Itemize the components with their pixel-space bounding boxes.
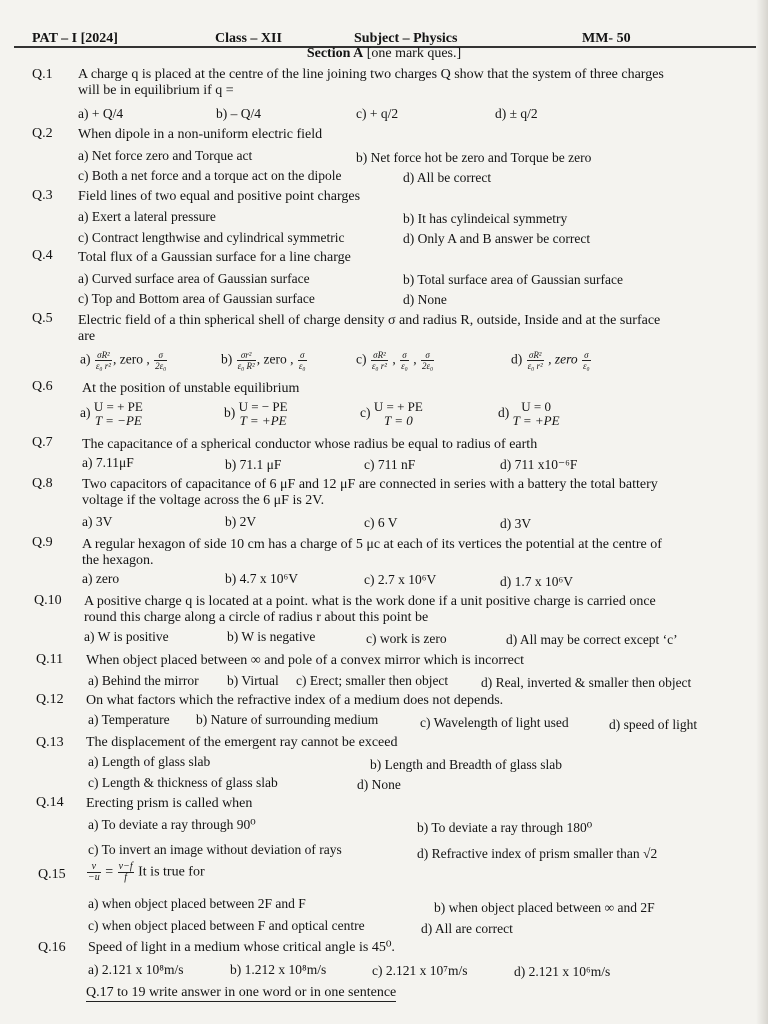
fraction: [118, 862, 134, 883]
option-a: a) Length of glass slab: [88, 754, 211, 769]
option-letter: b): [221, 351, 233, 367]
option-d: d) 1.7 x 10⁶V: [500, 574, 573, 589]
question-number: Q.10: [34, 593, 62, 608]
question-text: When dipole in a non-uniform electric field: [78, 127, 323, 142]
option-c: c) 2.121 x 10⁷m/s: [372, 963, 468, 978]
question-number: Q.9: [32, 535, 53, 550]
question-text: [84, 594, 656, 626]
equation-line: U = − PE: [238, 399, 288, 414]
fraction: [400, 350, 409, 371]
question-number: Q.6: [32, 379, 53, 394]
option-a: a) Net force zero and Torque act: [78, 148, 253, 163]
question-number: Q.1: [32, 67, 53, 82]
option-d: d) None: [403, 292, 447, 307]
option-c: c) Erect; smaller then object: [296, 673, 449, 688]
question-text: [78, 67, 664, 99]
question-text: Total flux of a Gaussian surface for a line charge: [78, 250, 351, 265]
option-c: c) 6 V: [364, 515, 398, 530]
section-heading: [0, 46, 768, 62]
fraction: [527, 350, 544, 371]
option-c: c) Both a net force and a torque act on the dipole: [78, 168, 342, 183]
option-d: d) ± q/2: [495, 106, 538, 121]
equation-stack: [374, 400, 423, 428]
subject-label: Subject – Physics: [354, 31, 458, 46]
numerator: σR²: [527, 350, 544, 361]
question-number: Q.12: [36, 692, 64, 707]
denominator: −u: [88, 872, 100, 883]
option-b: b) Net force hot be zero and Torque be zero: [356, 150, 592, 165]
option-a: a) + Q/4: [78, 106, 124, 121]
denominator: ε₀: [298, 361, 306, 371]
question-text: Erecting prism is called when: [86, 796, 253, 811]
option-a: a) To deviate a ray through 90⁰: [88, 817, 256, 832]
denominator: 2ε₀: [421, 361, 434, 371]
option-b: b) It has cylindeical symmetry: [403, 211, 568, 226]
question-text: When object placed between ∞ and pole of a convex mirror which is incorrect: [86, 653, 524, 668]
question-number: Q.5: [32, 311, 53, 326]
question-line: A regular hexagon of side 10 cm has a charge of 5 μc at each of its vertices the potential at the centre of: [82, 537, 662, 552]
option-c: [360, 400, 423, 428]
page-edge-shadow: [756, 0, 768, 1024]
option-b: b) when object placed between ∞ and 2F: [434, 900, 655, 915]
option-d: d) Only A and B answer be correct: [403, 231, 591, 246]
option-b: b) 4.7 x 10⁶V: [225, 571, 298, 586]
section-title: Section A: [306, 46, 364, 61]
option-d: [511, 350, 592, 371]
option-c: [356, 350, 435, 371]
question-number: Q.4: [32, 248, 53, 263]
option-b: b) Length and Breadth of glass slab: [370, 757, 562, 772]
numerator: v: [87, 862, 101, 873]
option-text: , zero ,: [113, 351, 150, 367]
option-d: d) All are correct: [421, 921, 513, 936]
option-letter: d): [511, 351, 523, 367]
option-a: a) 2.121 x 10⁸m/s: [88, 962, 184, 977]
option-c: c) Wavelength of light used: [420, 715, 569, 730]
option-b: [221, 350, 308, 371]
option-letter: c): [360, 405, 371, 421]
option-b: [224, 400, 288, 428]
equation-line: T = +PE: [512, 413, 560, 428]
question-text: [82, 477, 658, 509]
question-line: are: [78, 329, 96, 344]
max-marks: MM- 50: [582, 31, 631, 46]
option-d: d) 711 x10⁻⁶F: [500, 457, 578, 472]
numerator: σ: [154, 350, 167, 361]
question-text: $\frac{v}{-u}$ = $\frac{v-f}{f}$ It is true for: [88, 861, 205, 883]
question-text: Speed of light in a medium whose critical angle is 45⁰.: [88, 940, 395, 955]
option-a: a) W is positive: [84, 629, 169, 644]
question-text: On what factors which the refractive index of a medium does not depends.: [86, 693, 504, 708]
option-d: d) 2.121 x 10⁶m/s: [514, 964, 611, 979]
question-number: Q.11: [36, 652, 64, 667]
option-b: b) 71.1 μF: [225, 457, 282, 472]
equation-line: U = + PE: [93, 399, 143, 414]
option-letter: a): [80, 351, 91, 367]
fraction: [421, 350, 434, 371]
option-text: , zero: [544, 351, 578, 367]
numerator: σr²: [237, 350, 256, 361]
section-note: [one mark ques.]: [363, 46, 462, 61]
fraction: [95, 350, 112, 371]
numerator: σR²: [95, 350, 112, 361]
question-line: Electric field of a thin spherical shell of charge density σ and radius R, outside, Inside and at the surface: [78, 313, 661, 328]
option-c: c) 711 nF: [364, 457, 416, 472]
fraction: [154, 350, 167, 371]
option-a: [80, 350, 168, 371]
denominator: f: [124, 872, 128, 883]
equation-stack: [94, 400, 143, 428]
fraction: [298, 350, 307, 371]
denominator: ε₀: [401, 361, 408, 371]
question-line: A positive charge q is located at a point. what is the work done if a unit positive charge is carried once: [84, 594, 656, 609]
option-b: b) Nature of surrounding medium: [196, 712, 379, 727]
option-a: a) 3V: [82, 514, 113, 529]
fraction: [582, 350, 591, 371]
option-d: d) All may be correct except ‘c’: [506, 632, 678, 647]
option-a: a) when object placed between 2F and F: [88, 896, 306, 911]
option-letter: a): [80, 405, 91, 421]
question-line: round this charge along a circle of radius r about this point be: [84, 610, 429, 625]
option-d: d) Refractive index of prism smaller than √2: [417, 846, 658, 861]
option-a: a) Behind the mirror: [88, 673, 199, 688]
question-number: Q.8: [32, 476, 53, 491]
option-b: b) – Q/4: [216, 106, 261, 121]
numerator: σR²: [371, 350, 388, 361]
option-c: c) when object placed between F and optical centre: [88, 918, 365, 933]
option-text: , zero ,: [256, 351, 294, 367]
option-d: d) speed of light: [609, 717, 698, 732]
option-d: d) 3V: [500, 516, 532, 531]
option-b: b) W is negative: [227, 629, 316, 644]
option-c: c) work is zero: [366, 631, 447, 646]
option-a: a) zero: [82, 571, 120, 586]
option-d: [498, 400, 560, 428]
question-line: It is true for: [138, 864, 205, 880]
test-name: PAT – I [2024]: [32, 31, 118, 46]
option-c: c) To invert an image without deviation of rays: [88, 842, 342, 857]
separator: ,: [409, 351, 417, 367]
fraction: [87, 862, 101, 883]
question-number: Q.16: [38, 940, 66, 955]
question-number: Q.15: [38, 867, 66, 882]
option-c: c) Length & thickness of glass slab: [88, 775, 278, 790]
equation-line: T = 0: [383, 413, 413, 428]
option-a: a) Temperature: [88, 712, 170, 727]
question-line: A charge q is placed at the centre of the line joining two charges Q show that the system of three charges: [78, 67, 664, 82]
option-letter: d): [498, 405, 510, 421]
question-number: Q.2: [32, 126, 53, 141]
option-letter: b): [224, 405, 236, 421]
numerator: σ: [400, 350, 409, 361]
question-number: Q.3: [32, 188, 53, 203]
option-d: d) Real, inverted & smaller then object: [481, 675, 692, 690]
question-text: The capacitance of a spherical conductor whose radius be equal to radius of earth: [82, 437, 538, 452]
equation-line: U = + PE: [373, 399, 423, 414]
class-label: Class – XII: [215, 31, 282, 46]
denominator: ε₀ r²: [527, 361, 543, 371]
option-letter: c): [356, 351, 367, 367]
option-c: c) + q/2: [356, 106, 399, 121]
question-text: At the position of unstable equilibrium: [82, 381, 300, 396]
denominator: ε₀ r²: [371, 361, 388, 371]
option-c: c) Top and Bottom area of Gaussian surface: [78, 291, 315, 306]
fraction: [237, 350, 256, 371]
option-a: [80, 400, 143, 428]
question-text: The displacement of the emergent ray cannot be exceed: [86, 735, 398, 750]
denominator: ε₀: [583, 361, 590, 371]
option-a: a) Curved surface area of Gaussian surface: [78, 271, 310, 286]
question-line: will be in equilibrium if q =: [78, 83, 234, 98]
question-number: Q.13: [36, 735, 64, 750]
question-number: Q.7: [32, 435, 53, 450]
numerator: σ: [421, 350, 434, 361]
numerator: σ: [298, 350, 307, 361]
option-c: c) Contract lengthwise and cylindrical symmetric: [78, 230, 345, 245]
equation-line: U = 0: [521, 399, 551, 414]
footer-instruction: Q.17 to 19 write answer in one word or in one sentence: [86, 985, 397, 1000]
equation-line: T = +PE: [239, 413, 287, 428]
question-text: [78, 313, 660, 345]
numerator: σ: [582, 350, 591, 361]
option-a: a) 7.11μF: [82, 455, 134, 470]
question-text: Field lines of two equal and positive point charges: [78, 189, 361, 204]
denominator: 2ε₀: [155, 361, 167, 371]
option-b: b) Virtual: [227, 673, 279, 688]
denominator: ε₀ R²: [237, 361, 255, 371]
option-a: a) Exert a lateral pressure: [78, 209, 216, 224]
equation-stack: [513, 400, 560, 428]
question-line: the hexagon.: [82, 553, 154, 568]
question-text: [82, 537, 662, 569]
equation-stack: [239, 400, 288, 428]
option-b: b) 2V: [225, 514, 257, 529]
option-b: b) 1.212 x 10⁸m/s: [230, 962, 327, 977]
question-line: Two capacitors of capacitance of 6 μF and 12 μF are connected in series with a battery the total battery: [82, 477, 658, 492]
question-number: Q.14: [36, 795, 64, 810]
numerator: v−f: [118, 861, 133, 872]
question-line: voltage if the voltage across the 6 μF is 2V.: [82, 493, 325, 508]
equation-line: T = −PE: [94, 413, 142, 428]
option-b: b) Total surface area of Gaussian surface: [403, 272, 623, 287]
denominator: ε₀ r²: [95, 361, 112, 371]
option-d: d) All be correct: [403, 170, 492, 185]
separator: ,: [389, 351, 396, 367]
option-d: d) None: [357, 777, 401, 792]
option-c: c) 2.7 x 10⁶V: [364, 572, 437, 587]
fraction: [371, 350, 388, 371]
option-b: b) To deviate a ray through 180⁰: [417, 820, 593, 835]
